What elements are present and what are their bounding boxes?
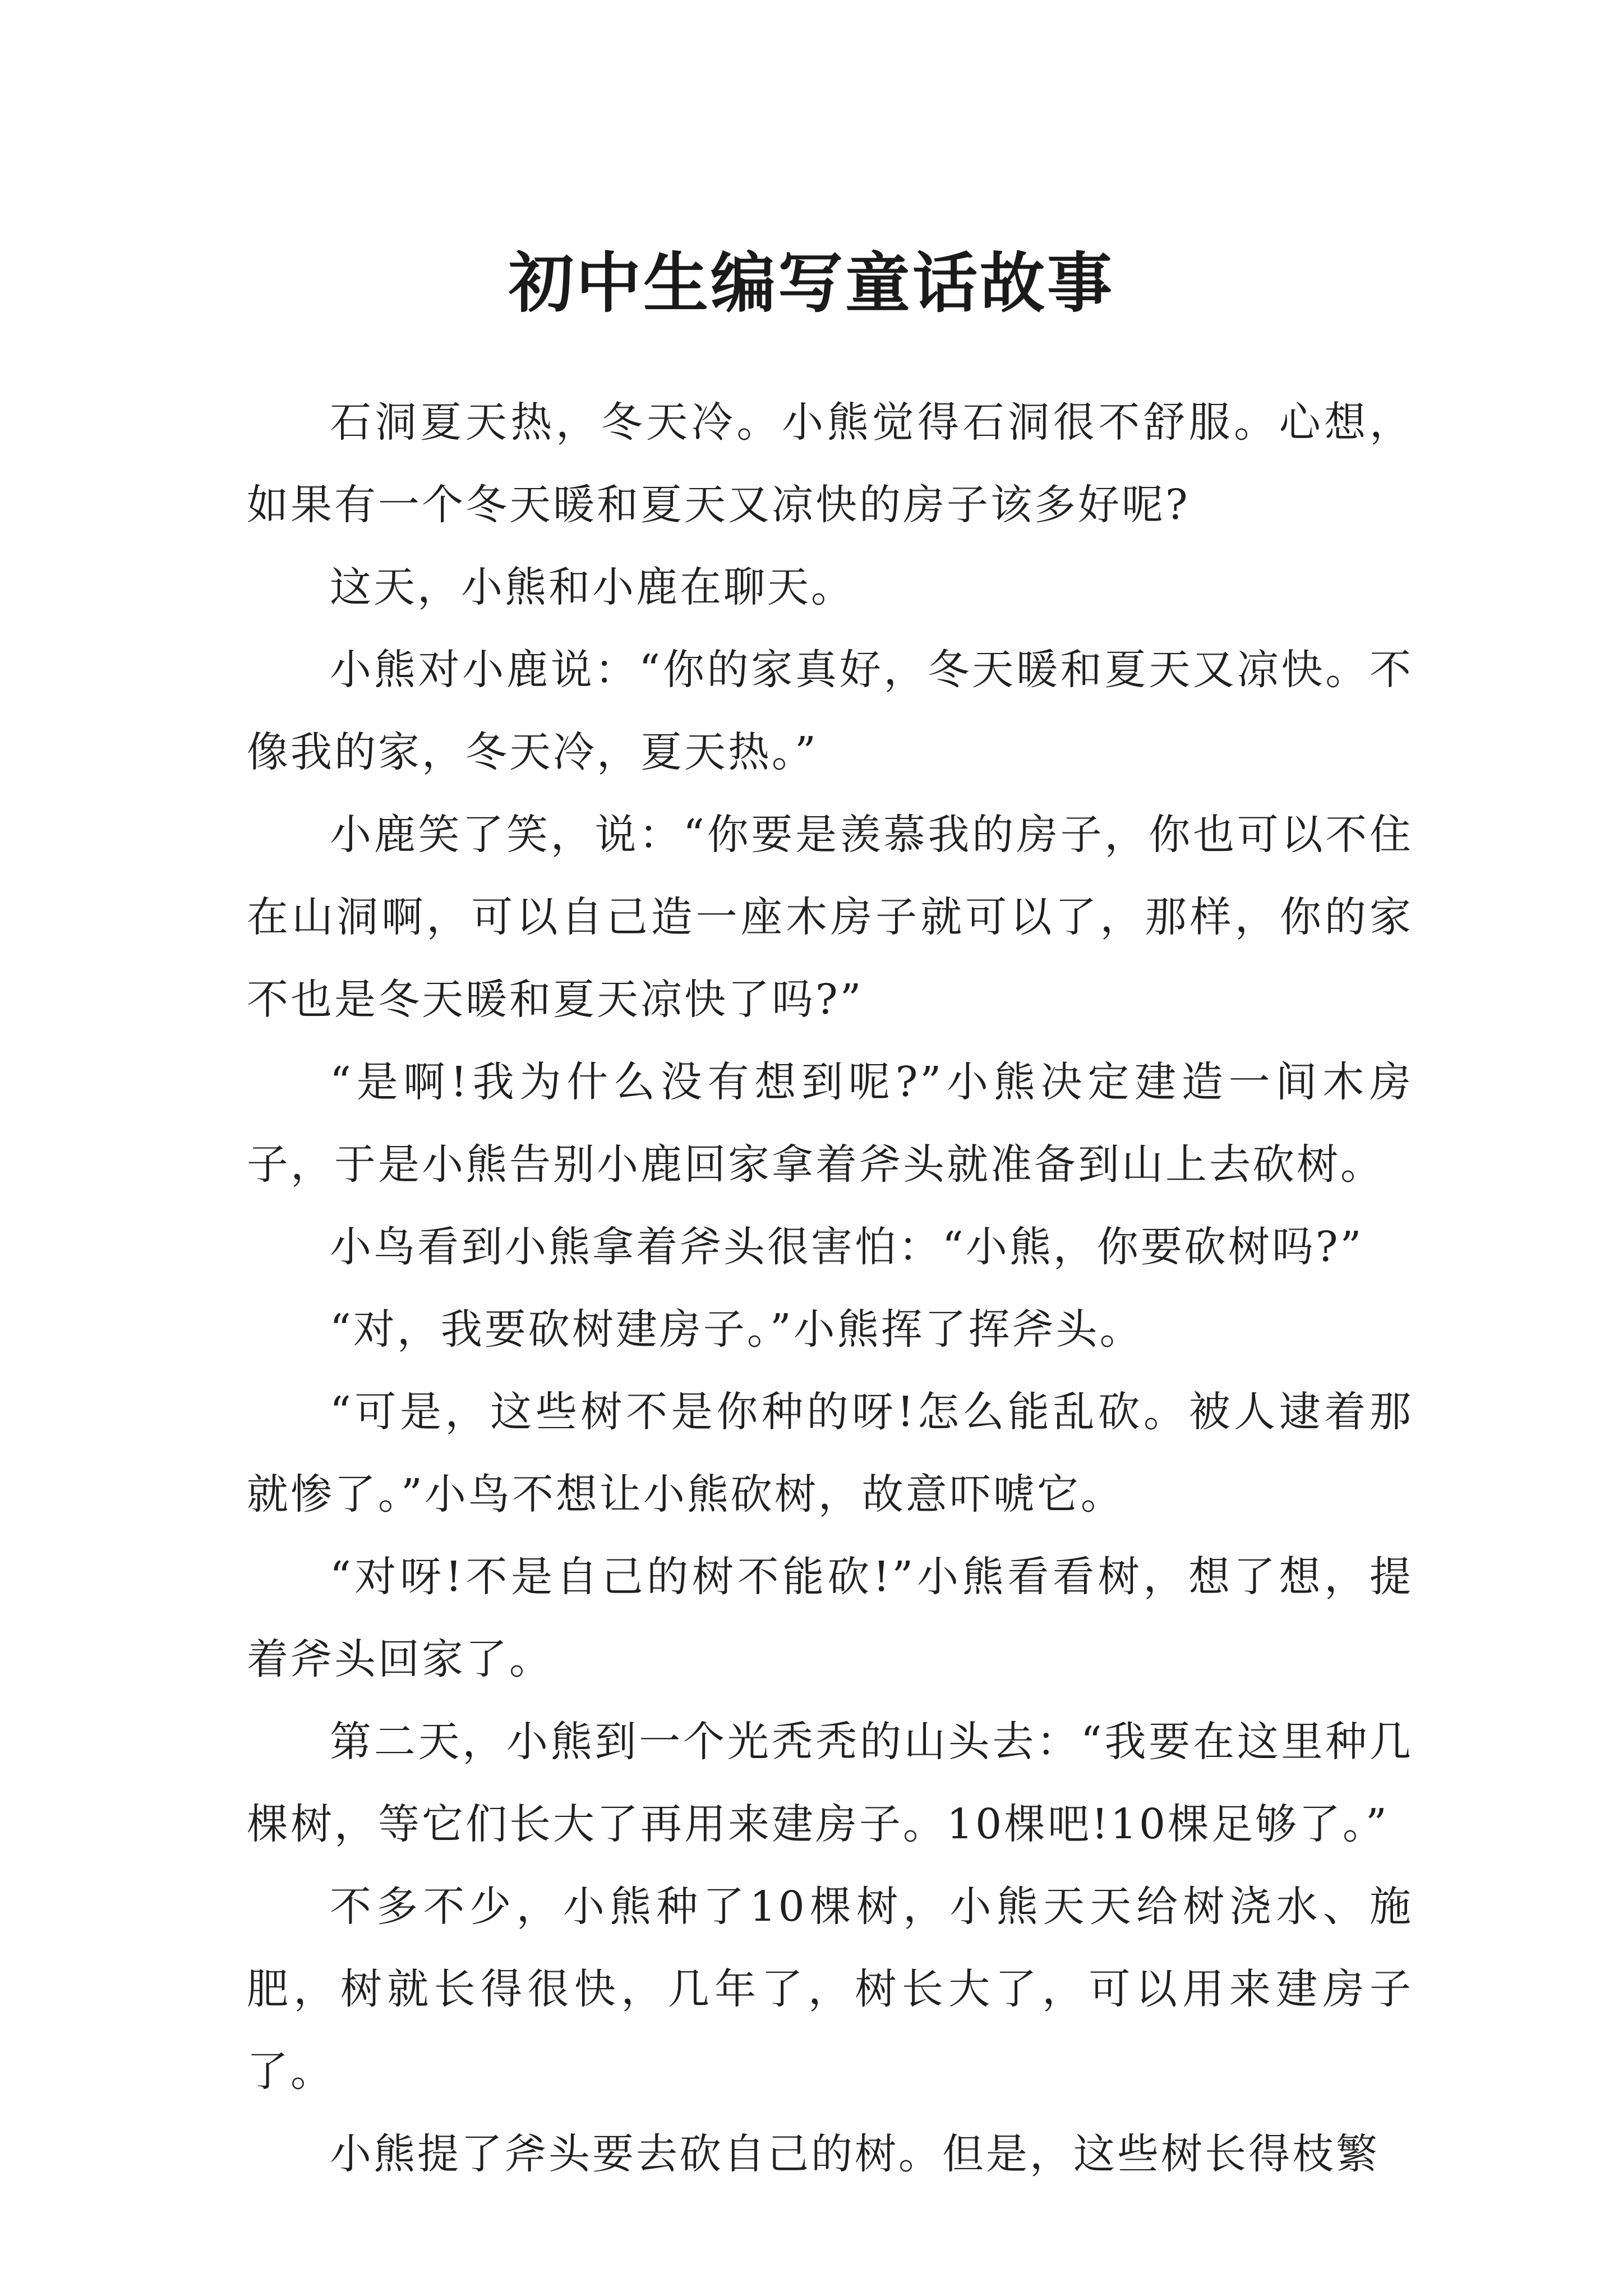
- paragraph-10: 第二天，小熊到一个光秃秃的山头去：“我要在这里种几棵树，等它们长大了再用来建房子。10棵吧!10棵足够了。”: [247, 1718, 1413, 1848]
- paragraph-8: “可是，这些树不是你种的呀!怎么能乱砍。被人逮着那就惨了。”小鸟不想让小熊砍树，故意吓唬它。: [247, 1388, 1413, 1519]
- paragraph-1: 石洞夏天热，冬天冷。小熊觉得石洞很不舒服。心想，如果有一个冬天暖和夏天又凉快的房子该多好呢?: [247, 398, 1413, 529]
- page-title: 初中生编写童话故事: [509, 245, 1114, 321]
- paragraph-7: “对，我要砍树建房子。”小熊挥了挥斧头。: [330, 1305, 1144, 1354]
- paragraph-9: “对呀!不是自己的树不能砍!”小熊看看树，想了想，提着斧头回家了。: [247, 1553, 1413, 1683]
- paragraph-11: 不多不少，小熊种了10棵树，小熊天天给树浇水、施肥，树就长得很快，几年了，树长大了，可以用来建房子了。: [247, 1883, 1413, 2096]
- paragraph-2: 这天，小熊和小鹿在聊天。: [330, 563, 855, 611]
- paragraph-6: 小鸟看到小熊拿着斧头很害怕：“小熊，你要砍树吗?”: [330, 1223, 1364, 1271]
- story-body: [247, 381, 1413, 2196]
- paragraph-4: 小鹿笑了笑，说：“你要是羡慕我的房子，你也可以不住在山洞啊，可以自己造一座木房子就可以了，那样，你的家不也是冬天暖和夏天凉快了吗?”: [247, 811, 1413, 1024]
- paragraph-12: 小熊提了斧头要去砍自己的树。但是，这些树长得枝繁: [330, 2130, 1380, 2178]
- paragraph-3: 小熊对小鹿说：“你的家真好，冬天暖和夏天又凉快。不像我的家，冬天冷，夏天热。”: [247, 646, 1413, 776]
- paragraph-5: “是啊!我为什么没有想到呢?”小熊决定建造一间木房子，于是小熊告别小鹿回家拿着斧头就准备到山上去砍树。: [247, 1058, 1413, 1189]
